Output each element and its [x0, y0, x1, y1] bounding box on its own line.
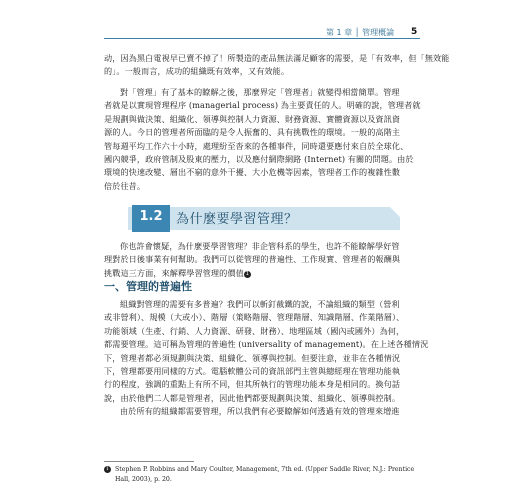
text-line: 源的人。今日的管理者所面臨的是令人振奮的、具有挑戰性的環境。一般的高階主	[104, 127, 401, 138]
text-line: 者就是以實現管理程序 (managerial process) 為主要責任的人。明確的說，管理者就	[104, 100, 421, 111]
banner-dogear	[390, 207, 400, 217]
text-line: 行的程度，強調的重點上有所不同，但其所執行的管理功能本身是相同的。換句話	[104, 379, 401, 390]
footnote-marker: 1	[105, 466, 110, 472]
footnote-line: Hall, 2003), p. 20.	[115, 476, 172, 483]
universality-paragraph	[104, 298, 429, 419]
text-line: 动，因為黑白電視早已賣不掉了！所製造的產品無法滿足顧客的需要，是「有效率，但「無效能	[104, 53, 450, 63]
text-line: 環境的快速改變、層出不窮的意外干擾、大小危機等因素，管理者工作的複雜性數	[104, 167, 401, 178]
text-line: 倍於往昔。	[104, 180, 146, 191]
footnote	[104, 465, 415, 485]
footnote-text: Stephen P. Robbins and Mary Coulter, Management, 7th ed. (Upper Saddle River, N.J.: Prentice	[115, 466, 415, 473]
header-rule	[104, 38, 420, 39]
section-number: 1.2	[139, 209, 163, 224]
chapter-label: 第 1 章 │ 管理概論	[326, 28, 395, 37]
text-line: 對「管理」有了基本的瞭解之後，那麼界定「管理者」就變得相當簡單。管理	[120, 87, 400, 97]
text-line: 下，管理者都必須規劃與決策、組織化、領導與控制。但要注意，並非在各種情況	[104, 352, 401, 363]
subsection-heading: 一、管理的普遍性	[104, 280, 192, 293]
text-line: 的」。一般而言，成功的組織既有效率，又有效能。	[104, 66, 290, 77]
text-line: 都需要管理。這可稱為管理的普遍性 (universality of management)。在上述各種情況	[104, 339, 429, 350]
page-number: 5	[411, 27, 418, 37]
intro-paragraph	[104, 52, 450, 79]
text-line: 管每週平均工作六十小時，處理紛至沓來的各種事件，同時還要應付來自於全球化、	[104, 140, 409, 151]
text-line: 下，管理都要用同樣的方式。電腦軟體公司的資訊部門主管與總經理在管理功能執	[104, 366, 401, 377]
footnote-line	[104, 465, 415, 475]
footnote-reference: 1	[245, 270, 249, 277]
text-line: 功能領域（生產、行銷、人力資源、研發、財務）、地理區域（國內或國外）為何，	[104, 325, 405, 336]
text-line-content: 挑戰這三方面，來解釋學習管理的價值	[104, 267, 244, 278]
text-line: 由於所有的組織都需要管理，所以我們有必要瞭解如何透過有效的管理來增進	[120, 406, 400, 417]
manager-definition-paragraph	[104, 86, 421, 193]
text-line: 國內競爭，政府管制及股東的壓力，以及應付網際網路 (Internet) 有關的問題。由於	[104, 154, 414, 165]
why-study-paragraph	[104, 240, 406, 280]
text-line: 你也許會懷疑，為什麼要學習管理？非企管科系的學生，也許不能瞭解學好管	[120, 241, 400, 251]
text-line: 組織對管理的需要有多普遍？我們可以斬釘截鐵的說，不論組織的類型（營利	[120, 299, 400, 309]
footnote-rule	[104, 461, 194, 462]
text-line: 或非營利）、規模（大或小）、階層（策略階層、管理階層、知識階層、作業階層）、	[104, 312, 405, 323]
text-line: 理對於日後事業有何幫助。我們可以從管理的普遍性、工作現實、管理者的報酬與	[104, 254, 401, 265]
text-line: 說，由於他們二人都是管理者，因此他們都要規劃與決策、組織化、領導與控制。	[104, 392, 401, 403]
text-line: 是規劃與做決策、組織化、領導與控制人力資源、財務資源、實體資源以及資訊資	[104, 113, 401, 124]
section-title-banner: 為什麼要學習管理？	[176, 212, 298, 227]
